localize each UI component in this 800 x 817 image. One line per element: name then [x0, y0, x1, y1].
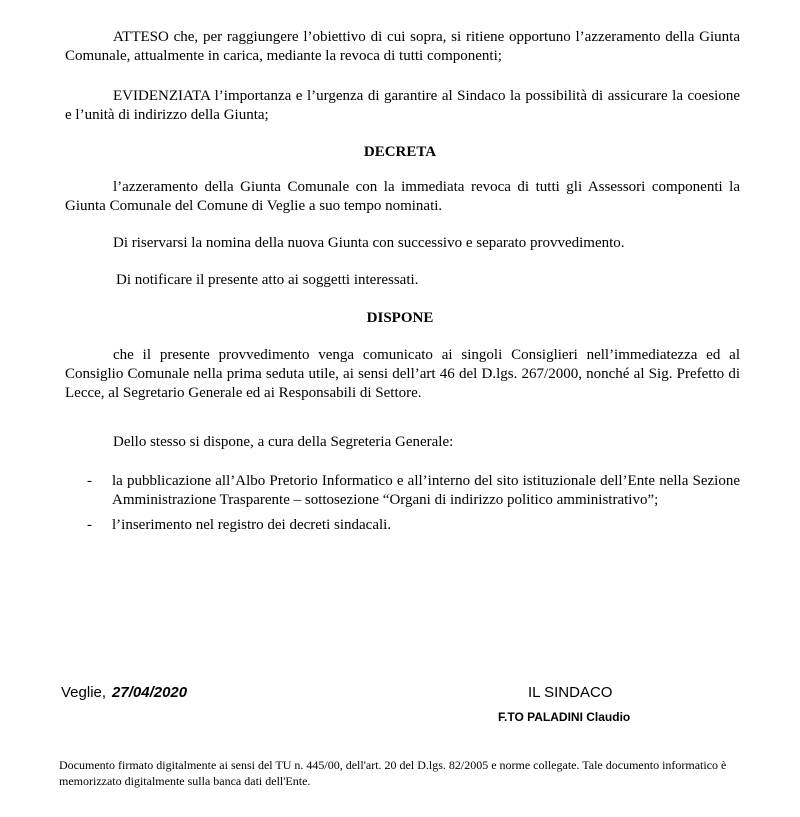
list-bullet: - — [87, 517, 92, 533]
signature-surname: PALADINI — [527, 710, 583, 724]
paragraph-atteso: ATTESO che, per raggiungere l’obiettivo di cui sopra, si ritiene opportuno l’azzeramento della Giunta Comunale, attualmente in carica, mediante la revoca di tutti componenti; — [65, 29, 740, 64]
signature-place-date — [61, 684, 187, 701]
paragraph-notificare: Di notificare il presente atto ai soggetti interessati. — [116, 272, 419, 288]
list-item — [65, 516, 740, 535]
paragraph-dello-stesso: Dello stesso si dispone, a cura della Segreteria Generale: — [113, 434, 454, 450]
list-bullet: - — [87, 473, 92, 489]
dispositions-list — [65, 472, 740, 535]
signature-name — [498, 710, 630, 724]
signature-place: Veglie, — [61, 684, 107, 701]
paragraph-comunicato: che il presente provvedimento venga comunicato ai singoli Consiglieri nell’immediatezza ed al Consiglio Comunale nella prima seduta utile, ai sensi dell’art 46 del D.lgs. 267/2000, nonché al Sig. Prefetto di Lecce, al Segretario Generale ed ai Responsabili di Settore. — [65, 347, 740, 401]
heading-dispone: DISPONE — [366, 310, 434, 326]
paragraph-azzeramento: l’azzeramento della Giunta Comunale con la immediata revoca di tutti gli Assessori componenti la Giunta Comunale del Comune di Veglie a suo tempo nominati. — [65, 179, 740, 214]
heading-decreta: DECRETA — [363, 144, 437, 160]
list-item-text: l’inserimento nel registro dei decreti sindacali. — [112, 517, 392, 533]
paragraph-riservarsi: Di riservarsi la nomina della nuova Giunta con successivo e separato provvedimento. — [113, 235, 625, 251]
digital-signature-note: Documento firmato digitalmente ai sensi del TU n. 445/00, dell'art. 20 del D.lgs. 82/2005 e norme collegate. Tale documento informatico è memorizzato digitalmente sulla banca dati dell'Ente. — [59, 758, 727, 788]
signature-prefix: F.TO — [498, 710, 524, 724]
paragraph-evidenziata: EVIDENZIATA l’importanza e l’urgenza di garantire al Sindaco la possibilità di assicurare la coesione e l’unità di indirizzo della Giunta; — [65, 88, 740, 123]
list-item-text: la pubblicazione all’Albo Pretorio Informatico e all’interno del sito istituzionale dell’Ente nella Sezione Amministrazione Trasparente – sottosezione “Organi di indirizzo politico amministrativo”; — [112, 473, 740, 508]
signature-date: 27/04/2020 — [112, 684, 188, 701]
list-item — [65, 472, 740, 510]
signature-first-name: Claudio — [586, 710, 631, 724]
signature-title: IL SINDACO — [528, 684, 613, 701]
